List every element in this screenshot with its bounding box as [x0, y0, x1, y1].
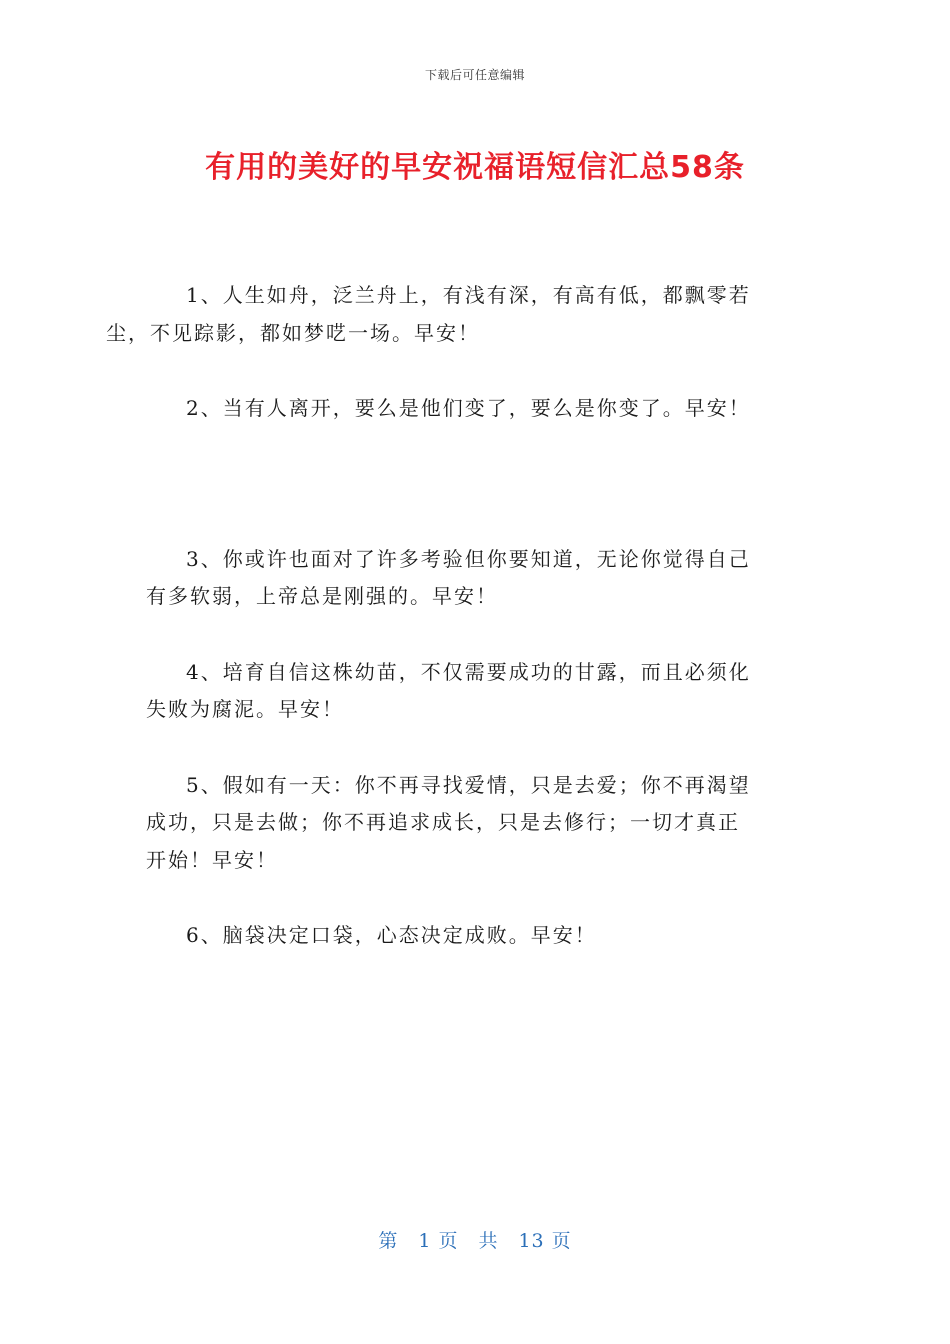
document-title: 有用的美好的早安祝福语短信汇总58条 [205, 150, 745, 185]
paragraph-line: 1、人生如舟，泛兰舟上，有浅有深，有高有低，都飘零若 [186, 283, 751, 307]
list-item [146, 767, 806, 880]
paragraph-line: 2、当有人离开，要么是他们变了，要么是你变了。早安！ [186, 396, 751, 420]
paragraph-line: 成功，只是去做；你不再追求成长，只是去修行；一切才真正 [146, 810, 740, 834]
list-item [146, 390, 806, 428]
page-number: 第 1 页 共 13 页 [378, 1230, 572, 1252]
paragraph-line: 3、你或许也面对了许多考验但你要知道，无论你觉得自己 [186, 546, 751, 571]
list-item [146, 654, 806, 729]
paragraph-line: 尘，不见踪影，都如梦呓一场。早安！ [106, 320, 480, 345]
header-note: 下载后可任意编辑 [424, 68, 525, 82]
list-item [106, 277, 806, 352]
paragraph-line: 6、脑袋决定口袋，心态决定成败。早安！ [186, 923, 597, 947]
list-item [146, 917, 806, 955]
paragraph-line: 5、假如有一天：你不再寻找爱情，只是去爱；你不再渴望 [186, 772, 751, 797]
paragraph-line: 开始！早安！ [146, 847, 278, 872]
document-body [106, 277, 806, 955]
paragraph-line: 有多软弱，上帝总是刚强的。早安！ [146, 584, 498, 608]
paragraph-line: 失败为腐泥。早安！ [146, 697, 344, 721]
list-item [146, 541, 806, 616]
paragraph-line: 4、培育自信这株幼苗，不仅需要成功的甘露，而且必须化 [186, 659, 751, 684]
